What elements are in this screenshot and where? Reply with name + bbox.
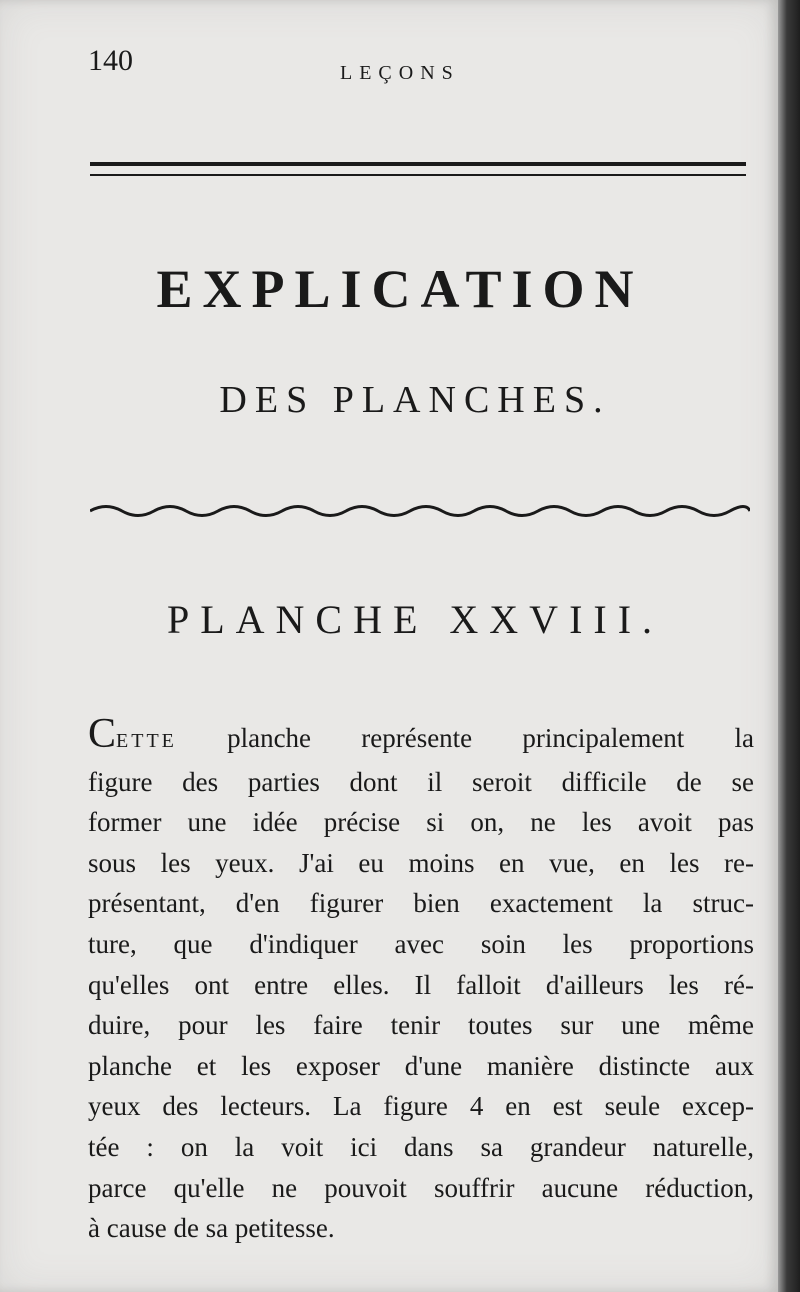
body-line: tée : on la voit ici dans sa grandeur naturelle,	[88, 1131, 754, 1162]
wavy-divider	[90, 502, 750, 520]
body-line: présentant, d'en figurer bien exactement la struc-	[88, 888, 754, 919]
drop-cap: C	[88, 711, 117, 757]
page-subtitle: DES PLANCHES.	[219, 379, 611, 421]
header-rule-thick	[90, 162, 746, 166]
page-title: EXPLICATION	[156, 259, 644, 319]
body-line: ture, que d'indiquer avec soin les proportions	[88, 928, 754, 959]
body-line: parce qu'elle ne pouvoit souffrir aucune réduction,	[88, 1172, 754, 1203]
body-line: duire, pour les faire tenir toutes sur une même	[88, 1010, 754, 1041]
body-paragraph	[88, 711, 754, 1249]
small-caps-word: ETTE	[116, 730, 177, 752]
first-line-text: planche représente principalement la	[176, 723, 754, 753]
section-title: PLANCHE XXVIII.	[166, 597, 664, 642]
body-line-first	[88, 711, 754, 762]
body-line: qu'elles ont entre elles. Il falloit d'ailleurs les ré-	[88, 969, 754, 1000]
body-line: former une idée précise si on, ne les avoit pas	[88, 807, 754, 838]
page-number: 140	[88, 44, 133, 77]
body-line: planche et les exposer d'une manière distincte aux	[88, 1050, 754, 1081]
page-edge	[778, 0, 800, 1292]
body-line-last: à cause de sa petitesse.	[88, 1213, 335, 1244]
running-head: LEÇONS	[340, 62, 460, 84]
header-rule-thin	[90, 174, 746, 176]
body-line: figure des parties dont il seroit difficile de se	[88, 766, 754, 797]
body-line: yeux des lecteurs. La figure 4 en est seule excep-	[88, 1091, 754, 1122]
body-line: sous les yeux. J'ai eu moins en vue, en les re-	[88, 847, 754, 878]
